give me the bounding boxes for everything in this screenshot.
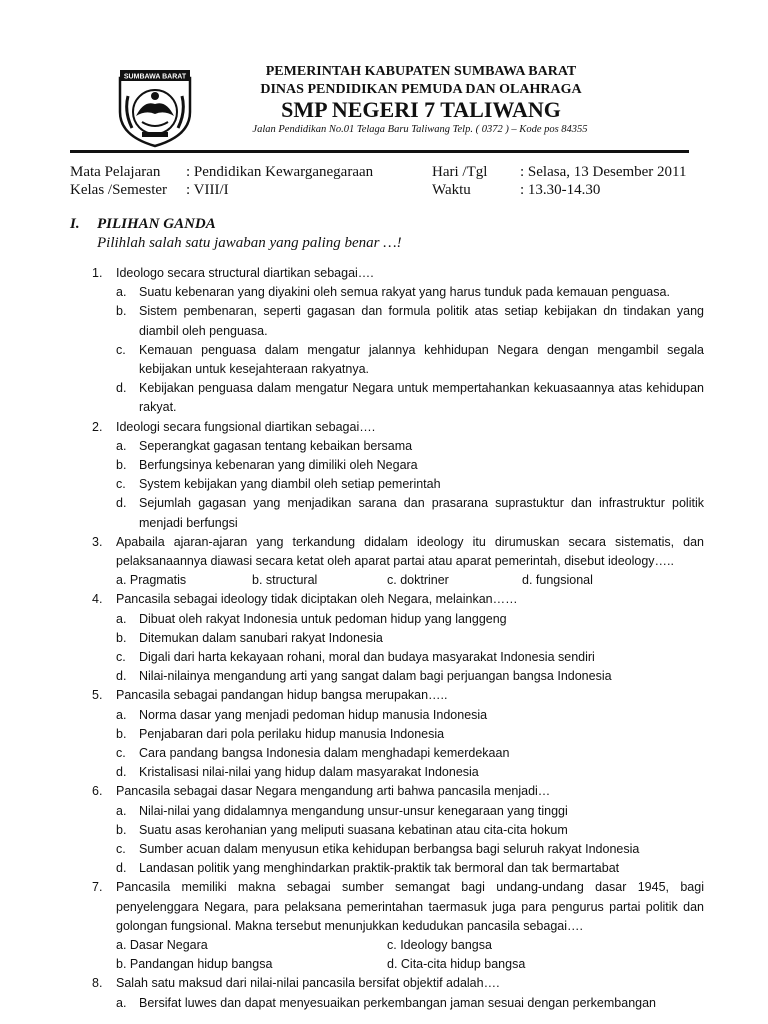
government-name: PEMERINTAH KABUPATEN SUMBAWA BARAT — [265, 64, 577, 79]
option-4d: d. Nilai-nilainya mengandung arti yang sangat dalam bagi perjuangan bangsa Indonesia — [116, 669, 612, 684]
section-title: PILIHAN GANDA — [97, 216, 216, 232]
option-5b: b. Penjabaran dari pola perilaku hidup manusia Indonesia — [116, 726, 445, 741]
option-6b: b. Suatu asas kerohanian yang meliputi suasana kebatinan atau cita-cita hokum — [116, 822, 568, 837]
subject-label: Mata Pelajaran — [70, 164, 161, 180]
option-3b: b. structural — [252, 573, 318, 588]
question-text: Pancasila sebagai pandangan hidup bangsa merupakan….. — [116, 688, 448, 703]
question-number: 4. — [92, 592, 103, 607]
time-value: : 13.30-14.30 — [520, 182, 601, 198]
options-row-7a — [0, 936, 768, 955]
option-4c: c. Digali dari harta kekayaan rohani, moral dan budaya masyarakat Indonesia sendiri — [116, 650, 595, 665]
question-text: Pancasila sebagai dasar Negara mengandung arti bahwa pancasila menjadi… — [116, 784, 551, 799]
question-text: Apabaila ajaran-ajaran yang terkandung didalam ideology itu dirumuskan secara sistematis, dan pelaksanaannya diawasi secara ketat oleh aparat partai atau aparat pemerintah, disebut ideology….. — [116, 534, 704, 569]
question-number: 2. — [92, 419, 103, 434]
option-1d: d. Kebijakan penguasa dalam mengatur Negara untuk mempertahankan kekuasaannya atas kehidupan rakyat. — [116, 381, 704, 415]
question-text: Ideologi secara fungsional diartikan sebagai…. — [116, 419, 376, 434]
department-name: DINAS PENDIDIKAN PEMUDA DAN OLAHRAGA — [260, 82, 582, 97]
day-value: : Selasa, 13 Desember 2011 — [520, 164, 687, 180]
option-5d: d. Kristalisasi nilai-nilai yang hidup dalam masyarakat Indonesia — [116, 765, 479, 780]
question-number: 7. — [92, 880, 103, 895]
option-4b: b. Ditemukan dalam sanubari rakyat Indonesia — [116, 630, 383, 645]
question-number: 3. — [92, 534, 103, 549]
option-6c: c. Sumber acuan dalam menyusun etika kehidupan berbangsa bagi seluruh rakyat Indonesia — [116, 842, 640, 857]
option-3a: a. Pragmatis — [116, 573, 187, 588]
option-8a: a. Bersifat luwes dan dapat menyesuaikan perkembangan jaman sesuai dengan perkembangan — [116, 995, 657, 1010]
question-list — [0, 264, 768, 1013]
option-2d: d. Sejumlah gagasan yang menjadikan sarana dan prasarana suprastuktur dan infrastruktur politik menjadi berfungsi — [116, 496, 704, 530]
option-4a: a. Dibuat oleh rakyat Indonesia untuk pedoman hidup yang langgeng — [116, 611, 507, 626]
option-7a: a. Dasar Negara — [116, 938, 208, 953]
school-address: Jalan Pendidikan No.01 Telaga Baru Taliwang Telp. ( 0372 ) – Kode pos 84355 — [252, 124, 588, 135]
option-5c: c. Cara pandang bangsa Indonesia dalam menghadapi kemerdekaan — [116, 746, 510, 761]
option-1b: b. Sistem pembenaran, seperti gagasan dan formula politik atas setiap kebijakan dn tindakan yang diambil oleh penguasa. — [116, 304, 704, 338]
school-name: SMP NEGERI 7 TALIWANG — [281, 97, 561, 122]
header-divider — [70, 150, 689, 153]
option-3d: d. fungsional — [522, 573, 593, 588]
option-1a: a. Suatu kebenaran yang diyakini oleh semua rakyat yang harus tunduk pada kemauan penguasa. — [116, 285, 670, 300]
question-number: 5. — [92, 688, 103, 703]
question-1 — [0, 264, 768, 283]
sumbawa-barat-emblem-icon — [114, 66, 196, 148]
subject-value: : Pendidikan Kewarganegaraan — [186, 164, 374, 180]
letterhead — [0, 0, 768, 160]
class-value: : VIII/I — [186, 182, 229, 198]
question-text: Salah satu maksud dari nilai-nilai pancasila bersifat objektif adalah…. — [116, 976, 500, 991]
question-6 — [0, 782, 768, 801]
option-2c: c. System kebijakan yang diambil oleh setiap pemerintah — [116, 477, 441, 492]
options-row-7b — [0, 955, 768, 974]
question-3 — [0, 533, 768, 571]
section-instruction: Pilihlah salah satu jawaban yang paling benar …! — [97, 235, 402, 251]
question-text: Pancasila sebagai ideology tidak diciptakan oleh Negara, melainkan…… — [116, 592, 518, 607]
option-7c: c. Ideology bangsa — [387, 938, 492, 953]
option-3c: c. doktriner — [387, 573, 449, 588]
question-2 — [0, 418, 768, 437]
day-label: Hari /Tgl — [432, 164, 488, 180]
options-row-3 — [0, 571, 768, 590]
question-7 — [0, 878, 768, 936]
question-number: 1. — [92, 266, 103, 280]
question-5 — [0, 686, 768, 705]
emblem-text: SUMBAWA BARAT — [123, 73, 187, 81]
question-4 — [0, 590, 768, 609]
option-6d: d. Landasan politik yang menghindarkan praktik-praktik tak bermoral dan tak bermartabat — [116, 861, 620, 876]
question-number: 6. — [92, 784, 103, 799]
class-label: Kelas /Semester — [70, 182, 168, 198]
question-text: Pancasila memiliki makna sebagai sumber semangat bagi undang-undang dasar 1945, bagi penyelenggara Negara, para pelaksana pemerintahan taermasuk juga para pengurus partai politik dan golongan fungsional. Makna tersebut menunjukkan kedudukan pancasila sebagai…. — [116, 880, 704, 933]
option-6a: a. Nilai-nilai yang didalamnya mengandung unsur-unsur kenegaraan yang tinggi — [116, 803, 568, 818]
option-5a: a. Norma dasar yang menjadi pedoman hidup manusia Indonesia — [116, 707, 488, 722]
time-label: Waktu — [432, 182, 471, 198]
option-1c: c. Kemauan penguasa dalam mengatur jalannya kehhidupan Negara dengan mengambil segala kebijakan untuk kesejahteraan rakyatnya. — [116, 342, 704, 377]
question-text: Ideologo secara structural diartikan sebagai…. — [116, 266, 374, 280]
question-number: 8. — [92, 976, 103, 991]
option-7d: d. Cita-cita hidup bangsa — [387, 957, 526, 972]
section-number: I. — [70, 216, 80, 232]
option-2a: a. Seperangkat gagasan tentang kebaikan bersama — [116, 438, 413, 453]
option-2b: b. Berfungsinya kebenaran yang dimiliki oleh Negara — [116, 458, 418, 473]
option-7b: b. Pandangan hidup bangsa — [116, 957, 273, 972]
question-8 — [0, 974, 768, 993]
